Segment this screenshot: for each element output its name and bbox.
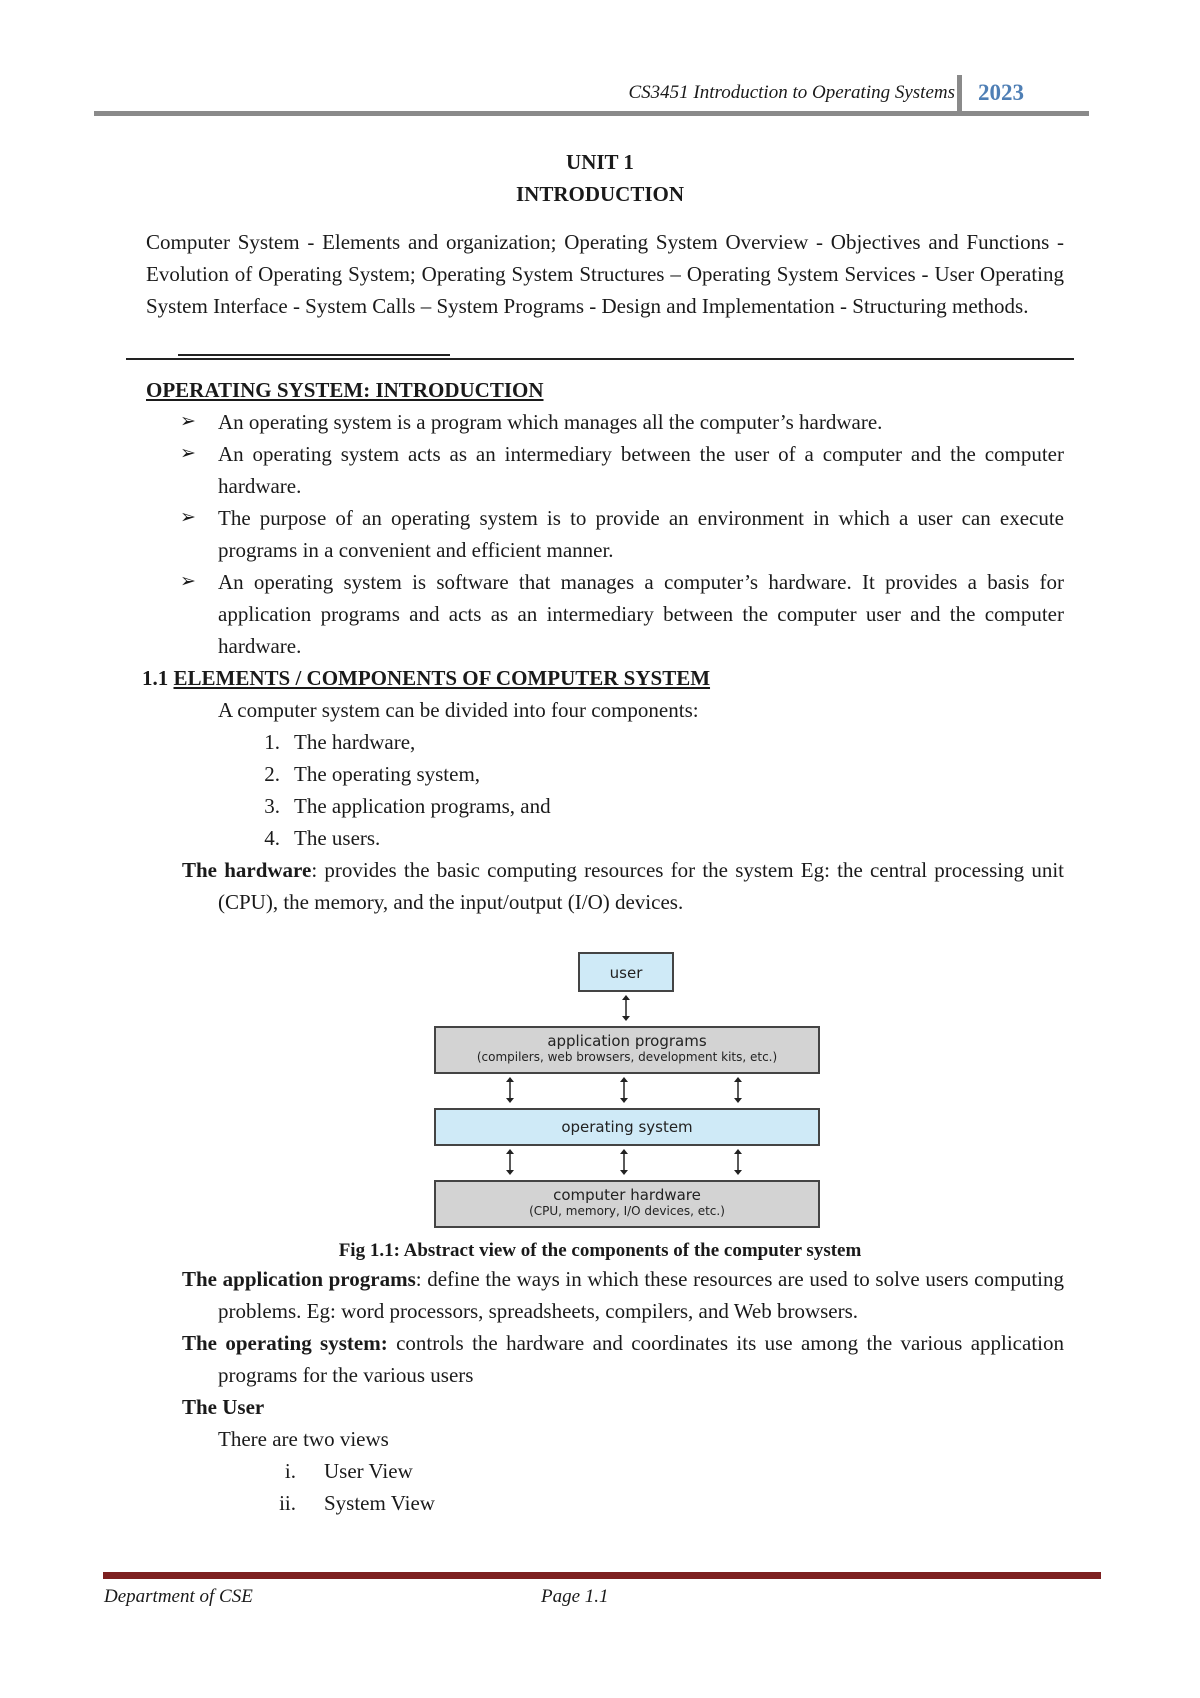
hardware-paragraph: The hardware: provides the basic computing resources for the system Eg: the central processing unit (CPU), the memory, and the input/output (I/O) devices.	[182, 858, 1064, 914]
double-arrow-icon	[732, 1148, 744, 1176]
syllabus-rule	[126, 358, 1074, 360]
section-heading	[142, 662, 1064, 694]
unit-title: INTRODUCTION	[515, 182, 685, 206]
header-separator	[957, 75, 962, 112]
arrow-bullet-icon: ➢	[180, 443, 196, 464]
components-list	[146, 726, 1064, 854]
double-arrow-icon	[618, 1076, 630, 1104]
section-lead: A computer system can be divided into four components:	[218, 698, 699, 722]
figure-caption: Fig 1.1: Abstract view of the components of the computer system	[338, 1240, 862, 1261]
intro-bullet-list	[146, 406, 1064, 662]
footer-rule	[103, 1572, 1101, 1579]
header-course-title: CS3451 Introduction to Operating Systems	[628, 82, 955, 103]
list-item: 3. The application programs, and	[264, 794, 551, 818]
list-item: ➢ An operating system is a program which manages all the computer’s hardware.	[146, 406, 1064, 438]
double-arrow-icon	[732, 1076, 744, 1104]
operating-system-term: The operating system:	[182, 1331, 388, 1355]
list-item: 1. The hardware,	[264, 730, 416, 754]
arrow-bullet-icon: ➢	[180, 411, 196, 432]
footer-department: Department of CSE	[104, 1586, 253, 1607]
hardware-term: The hardware	[182, 858, 312, 882]
unit-number: UNIT 1	[566, 150, 634, 174]
application-programs-paragraph: The application programs: define the ways in which these resources are used to solve users computing problems. Eg: word processors, spreadsheets, compilers, and Web browsers.	[182, 1267, 1064, 1323]
operating-system-box: operating system	[434, 1108, 820, 1146]
footer-page-number: Page 1.1	[541, 1586, 609, 1607]
list-item: ➢ An operating system acts as an intermediary between the user of a computer and the computer hardware.	[146, 438, 1064, 502]
components-diagram	[432, 952, 822, 1228]
user-box: user	[578, 952, 674, 992]
list-item: ➢ The purpose of an operating system is to provide an environment in which a user can execute programs in a convenient and efficient manner.	[146, 502, 1064, 566]
intro-body	[142, 374, 1064, 918]
computer-hardware-box: computer hardware (CPU, memory, I/O devices, etc.)	[434, 1180, 820, 1228]
list-item: 2. The operating system,	[264, 762, 481, 786]
section-number: 1.1	[142, 666, 169, 690]
double-arrow-icon	[504, 1148, 516, 1176]
list-item: 4. The users.	[264, 826, 381, 850]
application-programs-box: application programs (compilers, web browsers, development kits, etc.)	[434, 1026, 820, 1074]
views-lead: There are two views	[218, 1427, 389, 1451]
unit-heading	[0, 146, 1200, 210]
header-year: 2023	[978, 80, 1024, 105]
section-title: ELEMENTS / COMPONENTS OF COMPUTER SYSTEM	[173, 666, 711, 690]
header-rule	[94, 111, 1089, 116]
syllabus-paragraph: Computer System - Elements and organization; Operating System Overview - Objectives and Functions - Evolution of Operating System; Operating System Structures – Operating System Services - User Operating System Interface - System Calls – System Programs - Design and Implementation - Structuring methods.	[146, 230, 1064, 318]
operating-system-paragraph: The operating system: controls the hardware and coordinates its use among the various application programs for the various users	[182, 1331, 1064, 1387]
list-item: ii. System View	[279, 1491, 435, 1515]
arrow-bullet-icon: ➢	[180, 507, 196, 528]
user-heading: The User	[182, 1395, 265, 1419]
arrow-bullet-icon: ➢	[180, 571, 196, 592]
list-item: ➢ An operating system is software that manages a computer’s hardware. It provides a basis for application programs and acts as an intermediary between the computer user and the computer hardware.	[146, 566, 1064, 662]
double-arrow-icon	[620, 994, 632, 1022]
list-item: i. User View	[284, 1459, 413, 1483]
double-arrow-icon	[504, 1076, 516, 1104]
application-programs-term: The application programs	[182, 1267, 416, 1291]
post-figure-body	[146, 1263, 1064, 1519]
syllabus-rule-short	[178, 354, 450, 356]
double-arrow-icon	[618, 1148, 630, 1176]
intro-heading: OPERATING SYSTEM: INTRODUCTION	[146, 378, 544, 402]
views-list	[146, 1455, 1064, 1519]
